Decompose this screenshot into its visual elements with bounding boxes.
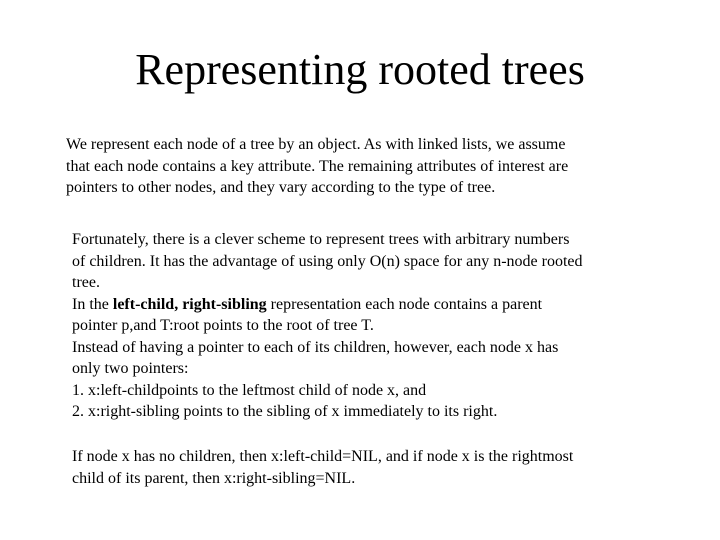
pointer-item-left-child: 1. x:left-childpoints to the leftmost child of node x, and bbox=[72, 381, 427, 399]
scheme-text: representation each node contains a parent bbox=[266, 295, 543, 313]
scheme-line: Fortunately, there is a clever scheme to represent trees with arbitrary numbers bbox=[72, 231, 570, 248]
closing-paragraph bbox=[72, 446, 672, 489]
intro-line: pointers to other nodes, and they vary according to the type of tree. bbox=[66, 179, 496, 196]
scheme-line: tree. bbox=[72, 274, 100, 291]
pointer-item-right-sibling: 2. x:right-sibling points to the sibling of x immediately to its right. bbox=[72, 403, 498, 420]
intro-line: that each node contains a key attribute. The remaining attributes of interest are bbox=[66, 157, 569, 175]
scheme-line-representation bbox=[72, 294, 672, 316]
closing-line: child of its parent, then x:right-sibling=NIL. bbox=[72, 469, 356, 487]
intro-line: We represent each node of a tree by an object. As with linked lists, we assume bbox=[66, 136, 566, 153]
scheme-line: only two pointers: bbox=[72, 360, 189, 377]
representation-term: left-child, right-sibling bbox=[112, 295, 267, 313]
scheme-text: In the bbox=[72, 295, 113, 313]
scheme-paragraph bbox=[72, 229, 672, 423]
scheme-line: pointer p,and T:root points to the root of tree T. bbox=[72, 317, 374, 334]
scheme-line: Instead of having a pointer to each of its children, however, each node x has bbox=[72, 338, 559, 356]
intro-paragraph bbox=[66, 134, 666, 199]
closing-line: If node x has no children, then x:left-child=NIL, and if node x is the rightmost bbox=[72, 448, 574, 465]
scheme-line: of children. It has the advantage of using only O(n) space for any n-node rooted bbox=[72, 252, 583, 270]
slide-title: Representing rooted trees bbox=[135, 45, 585, 94]
